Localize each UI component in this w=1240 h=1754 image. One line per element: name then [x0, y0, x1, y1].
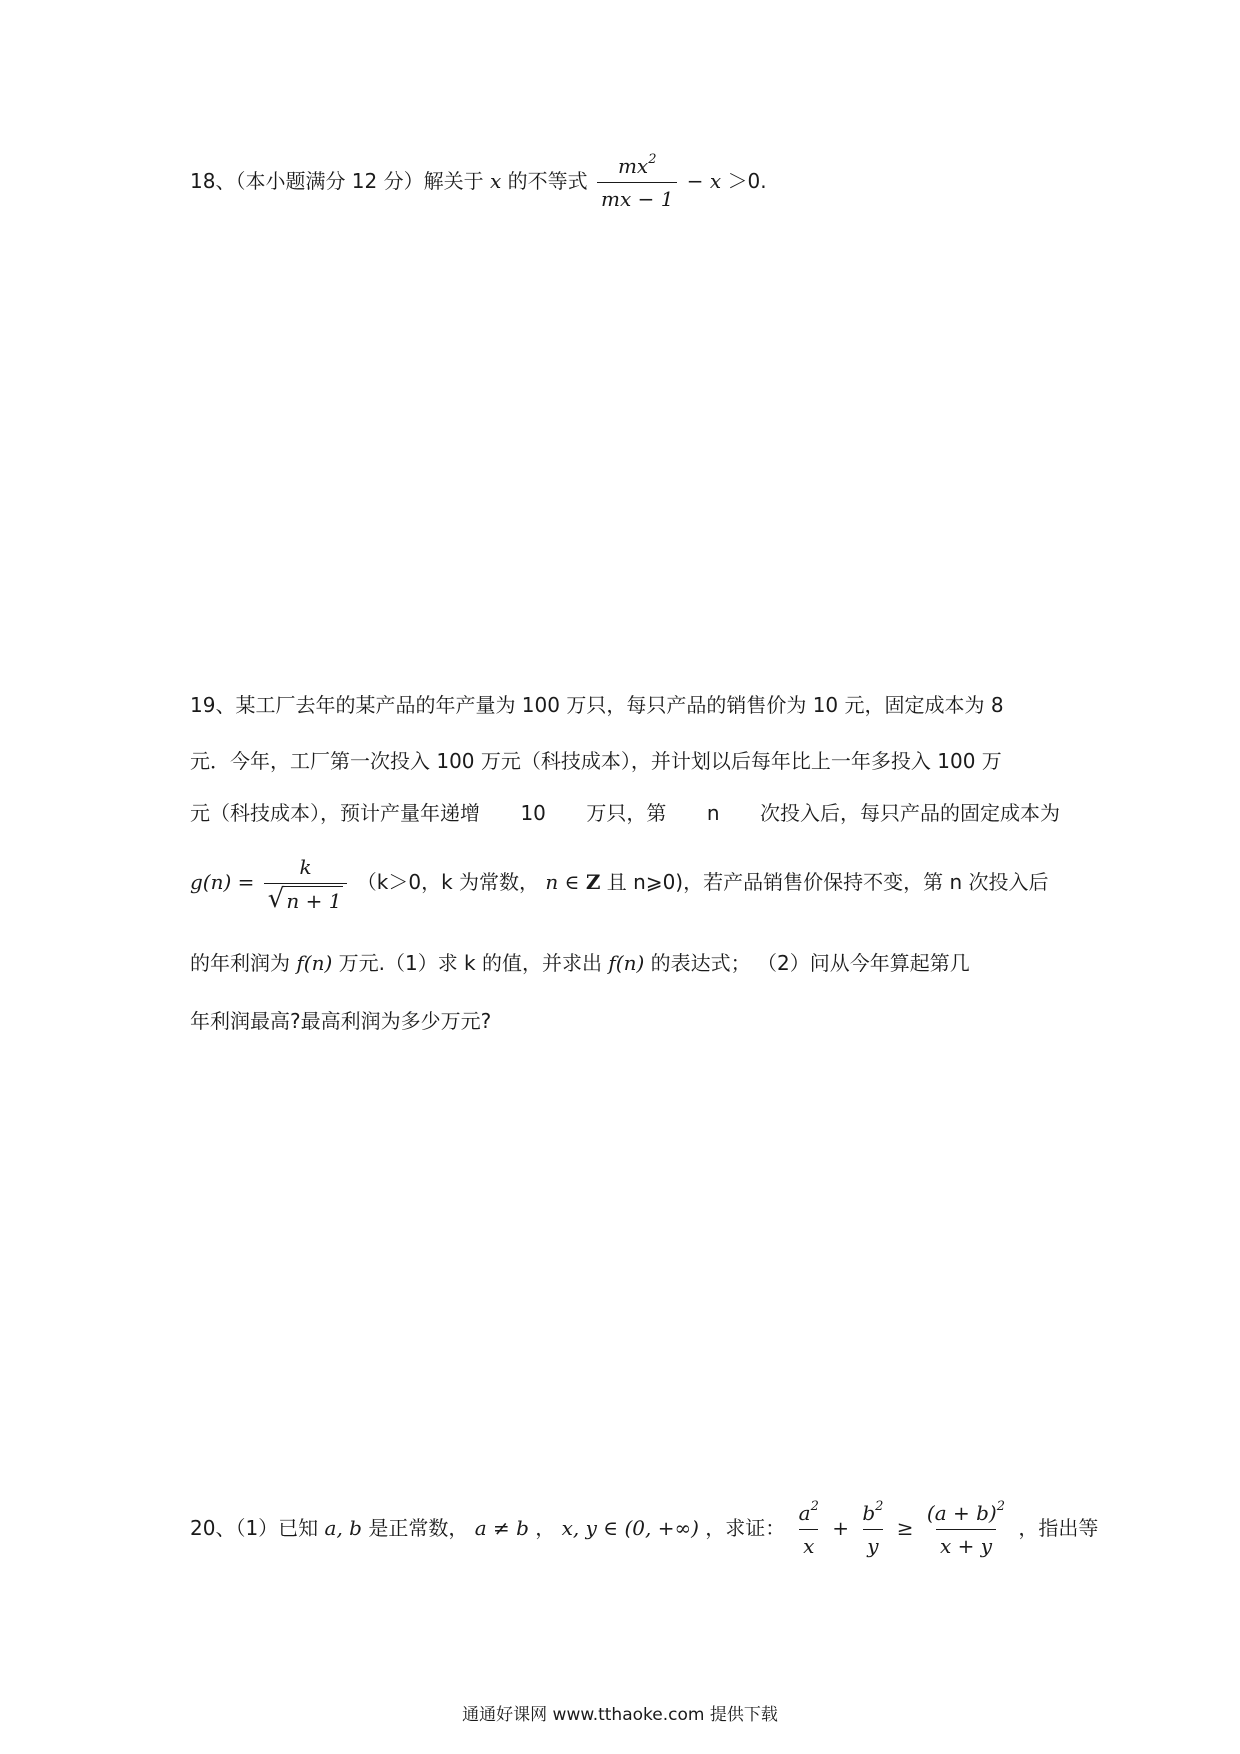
- question-18: [190, 146, 1060, 216]
- q19-cond-in: ∈: [564, 870, 580, 894]
- q20-prefix: 20、（1）已知: [190, 1516, 319, 1540]
- q19-line-3-a: 元（科技成本），预计产量年递增: [190, 801, 480, 825]
- q19-line-6: 年利润最高?最高利润为多少万元?: [190, 1009, 492, 1033]
- q20-neq: a ≠ b: [474, 1516, 529, 1540]
- q20-geq: ≥: [896, 1516, 914, 1540]
- q20-ab: a, b: [324, 1516, 362, 1540]
- q19-line-3-b: 10: [520, 801, 546, 825]
- q19-g-denominator: √ n + 1: [264, 883, 348, 915]
- q20-fraction-1: $\frac{a^2}{x}$: [798, 1499, 819, 1558]
- q19-g-fraction: [264, 853, 348, 915]
- q19-cond-a: （k＞0，k 为常数，: [356, 870, 540, 894]
- page-footer: 通通好课网 www.tthaoke.com 提供下载: [462, 1705, 778, 1725]
- q18-fraction: [597, 152, 677, 213]
- q19-g-numerator: k: [299, 854, 312, 879]
- q19-line-2: 元．今年，工厂第一次投入 100 万元（科技成本），并计划以后每年比上一年多投入 100 万: [190, 749, 1002, 773]
- q20-fraction-2: $\frac{b^2}{y}$: [862, 1499, 884, 1558]
- q19-line-5-b: 万元.（1）求 k 的值，并求出: [338, 951, 602, 975]
- q20-text-1: 是正常数，: [368, 1516, 469, 1540]
- q19-line-3-c: 万只，第: [586, 801, 667, 825]
- q19-line-4: [190, 842, 1060, 922]
- q20-xy-domain: x, y ∈ (0, +∞): [561, 1516, 699, 1540]
- q20-text-2: ，: [535, 1516, 556, 1540]
- q18-var-x: x: [489, 169, 502, 193]
- q20-tail: ，指出等: [1018, 1516, 1099, 1540]
- q18-prefix: 18、（本小题满分 12 分）解关于: [190, 169, 484, 193]
- q19-f-n-1: f(n): [296, 951, 333, 975]
- q19-line-1: 19、某工厂去年的某产品的年产量为 100 万只，每只产品的销售价为 10 元，固定成本为 8: [190, 693, 1004, 717]
- q19-g-lhs: g(n) =: [190, 870, 255, 894]
- q19-line-5-c: 的表达式； （2）问从今年算起第几: [650, 951, 970, 975]
- q19-cond-n: n: [545, 870, 559, 894]
- q19-line-3: [190, 798, 1060, 828]
- q18-frac-denominator: mx − 1: [597, 182, 677, 213]
- q20-fraction-3: $\frac{(a + b)^2}{x + y}$: [926, 1499, 1006, 1558]
- q18-frac-numerator: $mx^2$: [617, 152, 657, 178]
- q18-tail-rel: ＞0.: [727, 169, 767, 193]
- q20-text-3: ，求证：: [705, 1516, 786, 1540]
- q20-plus: +: [832, 1516, 849, 1540]
- q19-cond-b: 且 n⩾0)，若产品销售价保持不变，第 n 次投入后: [606, 870, 1049, 894]
- q19-f-n-2: f(n): [608, 951, 645, 975]
- q19-line-3-e: 次投入后，每只产品的固定成本为: [759, 801, 1060, 825]
- question-20: [190, 1488, 1099, 1568]
- q19-line-5-a: 的年利润为: [190, 951, 290, 975]
- q18-minus: −: [686, 169, 704, 193]
- q19-cond-Z: Z: [585, 870, 601, 894]
- q19-line-5: [190, 948, 1060, 978]
- q18-mid: 的不等式: [507, 169, 588, 193]
- q18-tail-var: x: [709, 169, 722, 193]
- q19-line-3-d: n: [706, 801, 720, 825]
